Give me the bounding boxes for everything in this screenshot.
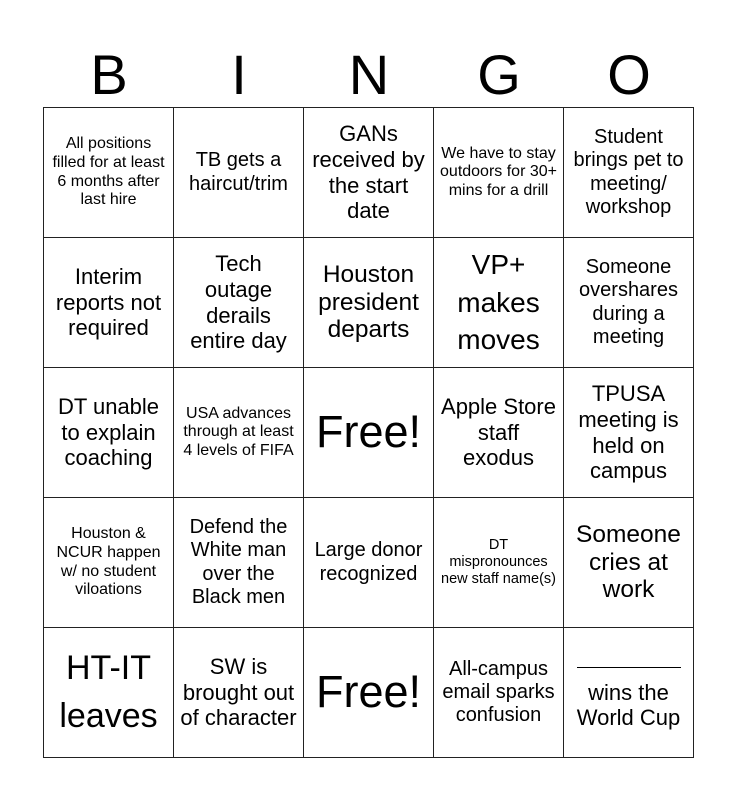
cell-text: Student brings pet to meeting/ workshop [573,126,684,218]
bingo-cell-r1c3[interactable] [304,108,434,238]
bingo-cell-r4c4[interactable] [434,498,564,628]
bingo-cell-r2c2[interactable] [174,238,304,368]
cell-text: TPUSA meeting is held on campus [578,381,679,484]
cell-text-wrapper [570,654,687,731]
bingo-cell-r1c1[interactable] [44,108,174,238]
cell-text: SW is brought out of character [180,654,297,731]
cell-text: Defend the White man over the Black men [189,516,288,608]
cell-text: Apple Store staff exodus [441,394,556,471]
cell-text: Large donor recognized [314,539,423,585]
cell-text: Houston president departs [318,261,419,344]
header-letter-b: B [90,43,128,106]
free-space-center[interactable] [304,368,434,498]
cell-text: wins the World Cup [576,679,681,731]
cell-text: All positions filled for at least 6 months after last hire [52,135,165,209]
cell-text: Someone overshares during a meeting [579,256,678,348]
free-space-label: Free! [315,406,422,458]
cell-text: HT-IT leaves [59,648,158,735]
cell-text: All-campus email sparks confusion [442,657,555,727]
bingo-cell-r4c1[interactable] [44,498,174,628]
free-space-label: Free! [315,666,422,718]
cell-text: TB gets a haircut/trim [189,149,288,195]
bingo-cell-r1c5[interactable] [564,108,694,238]
fill-in-blank-line [577,667,681,668]
cell-text: Interim reports not required [55,264,162,341]
bingo-cell-r1c2[interactable] [174,108,304,238]
cell-text: We have to stay outdoors for 30+ mins for a drill [440,144,557,199]
bingo-board [43,107,694,758]
bingo-cell-r2c4[interactable] [434,238,564,368]
header-letter-g: G [477,43,521,106]
header-letter-n: N [348,43,390,106]
bingo-cell-r1c4[interactable] [434,108,564,238]
header-letter-i: I [231,43,247,106]
bingo-cell-r2c1[interactable] [44,238,174,368]
bingo-cell-r2c5[interactable] [564,238,694,368]
bingo-cell-r5c2[interactable] [174,628,304,758]
cell-text: Houston & NCUR happen w/ no student viloations [56,525,161,599]
cell-text: DT unable to explain coaching [57,394,160,471]
free-space-bottom[interactable] [304,628,434,758]
header-letter-o: O [607,43,651,106]
bingo-header [44,42,694,108]
bingo-cell-r4c3[interactable] [304,498,434,628]
bingo-cell-r3c5[interactable] [564,368,694,498]
cell-text: Tech outage derails entire day [190,251,287,354]
cell-text: USA advances through at least 4 levels of FIFA [183,404,294,459]
cell-text: Someone cries at work [576,521,681,604]
bingo-cell-r3c4[interactable] [434,368,564,498]
bingo-cell-r5c4[interactable] [434,628,564,758]
bingo-cell-r2c3[interactable] [304,238,434,368]
cell-text: VP+ makes moves [457,248,540,356]
bingo-cell-r4c5[interactable] [564,498,694,628]
bingo-cell-r4c2[interactable] [174,498,304,628]
cell-text: GANs received by the start date [312,121,425,224]
bingo-cell-r3c1[interactable] [44,368,174,498]
bingo-cell-r5c5[interactable] [564,628,694,758]
bingo-cell-r3c2[interactable] [174,368,304,498]
cell-text: DT mispronounces new staff name(s) [441,537,556,587]
bingo-cell-r5c1[interactable] [44,628,174,758]
